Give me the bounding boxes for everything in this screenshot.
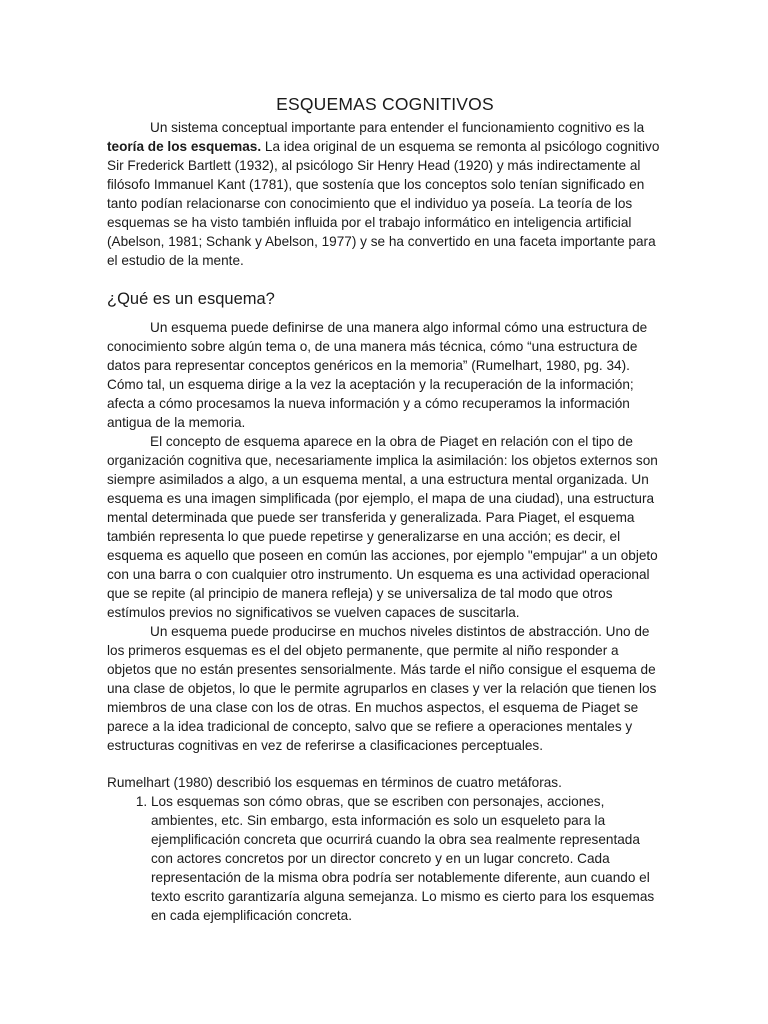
intro-text-start: Un sistema conceptual importante para entender el funcionamiento cognitivo es la: [150, 120, 645, 135]
intro-text-rest: La idea original de un esquema se remonta al psicólogo cognitivo Sir Frederick Bartlett (1932), al psicólogo Sir Henry Head (1920) y más indirectamente al filósofo Immanuel Kant (1781), que sostenía que los conceptos solo tenían significado en tanto podían relacionarse con conocimiento que el individuo ya poseía. La teoría de los esquemas se ha visto también influida por el trabajo informático en inteligencia artificial (Abelson, 1981; Schank y Abelson, 1977) y se ha convertido en una faceta importante para el estudio de la mente.: [107, 139, 660, 268]
list-item: 1. Los esquemas son cómo obras, que se escriben con personajes, acciones, ambientes, etc. Sin embargo, esta información es solo un esqueleto para la ejemplificación concreta que ocurrirá cuando la obra sea realmente representada con actores concretos por un director concreto y en un lugar concreto. Cada representación de la misma obra podría ser notablemente diferente, aun cuando el texto escrito garantizaría alguna semejanza. Lo mismo es cierto para los esquemas en cada ejemplificación concreta.: [151, 792, 663, 925]
list-intro: Rumelhart (1980) describió los esquemas en términos de cuatro metáforas.: [107, 775, 562, 790]
section-heading: ¿Qué es un esquema?: [107, 290, 275, 308]
document-title: ESQUEMAS COGNITIVOS: [276, 94, 494, 114]
intro-paragraph: [107, 118, 663, 270]
document-body: [107, 92, 663, 925]
metaphor-list: [107, 792, 663, 925]
intro-bold-term: teoría de los esquemas.: [107, 139, 262, 154]
body-paragraph-1: Un esquema puede definirse de una manera algo informal cómo una estructura de conocimiento sobre algún tema o, de una manera más técnica, cómo “una estructura de datos para representar conceptos genéricos en la memoria” (Rumelhart, 1980, pg. 34). Cómo tal, un esquema dirige a la vez la aceptación y la recuperación de la información; afecta a cómo procesamos la nueva información y a cómo recuperamos la información antigua de la memoria.: [107, 320, 648, 430]
body-paragraph-3: Un esquema puede producirse en muchos niveles distintos de abstracción. Uno de los primeros esquemas es el del objeto permanente, que permite al niño responder a objetos que no están presentes sensorialmente. Más tarde el niño consigue el esquema de una clase de objetos, lo que le permite agruparlos en clases y ver la relación que tienen los miembros de una clase con los de otras. En muchos aspectos, el esquema de Piaget se parece a la idea tradicional de concepto, salvo que se refiere a operaciones mentales y estructuras cognitivas en vez de referirse a clasificaciones perceptuales.: [107, 624, 657, 753]
body-paragraph-2: El concepto de esquema aparece en la obra de Piaget en relación con el tipo de organización cognitiva que, necesariamente implica la asimilación: los objetos externos son siempre asimilados a algo, a un esquema mental, a una estructura mental organizada. Un esquema es una imagen simplificada (por ejemplo, el mapa de una ciudad), una estructura mental determinada que puede ser transferida y generalizada. Para Piaget, el esquema también representa lo que puede repetirse y generalizarse en una acción; es decir, el esquema es aquello que poseen en común las acciones, por ejemplo "empujar" a un objeto con una barra o con cualquier otro instrumento. Un esquema es una actividad operacional que se repite (al principio de manera refleja) y se universaliza de tal modo que otros estímulos previos no significativos se vuelven capaces de suscitarla.: [107, 434, 658, 620]
